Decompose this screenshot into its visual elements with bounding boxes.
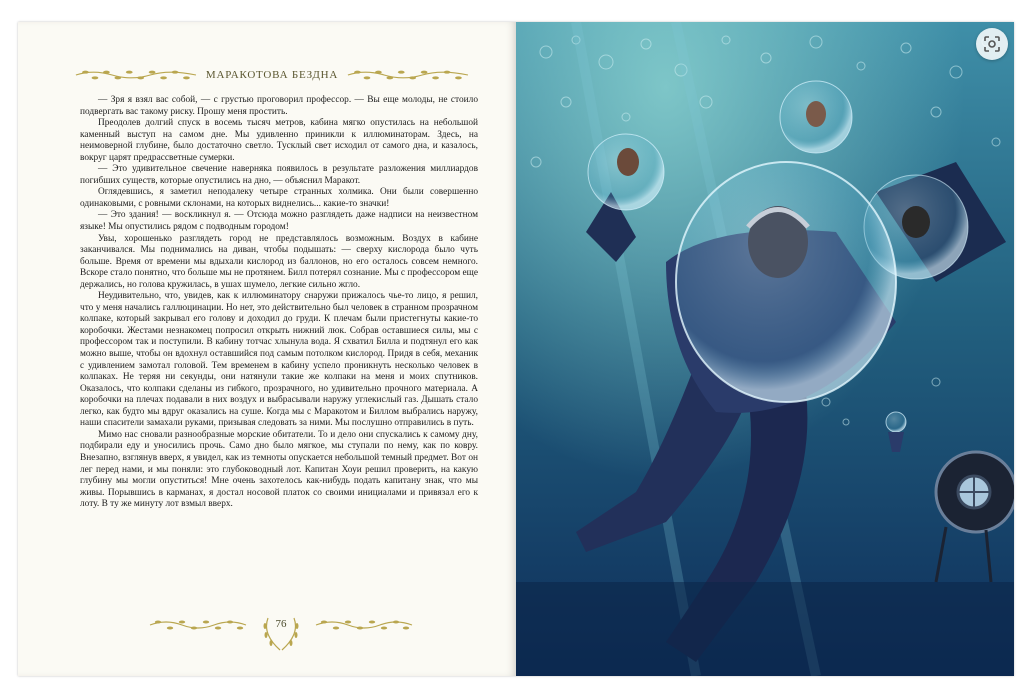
ornament-vine-footer-right-icon [314,618,414,632]
page-footer [148,614,414,654]
google-lens-button[interactable] [976,28,1008,60]
underwater-illustration [516,22,1014,676]
chapter-header [74,66,470,84]
page-number: 76 [275,618,287,630]
ornament-vine-left-icon [74,68,198,82]
story-text [80,95,478,511]
google-lens-icon [983,35,1001,53]
paragraph: Преодолев долгий спуск в восемь тысяч метров, кабина мягко опустилась на небольшой каменный выступ на самом дне. Мы удивленно приникли к иллюминаторам. Здесь, на неимоверной глубине, было достаточно светло. Тусклый свет исходил от самого дна, и казалось, вокруг царят предрассветные сумерки. [80,118,478,163]
book-spread [18,22,1014,676]
ornament-vine-right-icon [346,68,470,82]
paragraph: — Это удивительное свечение наверняка появилось в результате разложения миллиардов погибших существ, которые опустились на дно, — объяснил Маракот. [80,164,478,186]
chapter-title: МАРАКОТОВА БЕЗДНА [205,69,339,81]
paragraph: Мимо нас сновали разнообразные морские обитатели. То и дело они спускались к самому дну, подбирали еду и уносились прочь. Само дно было мягкое, мы ступали по нему, как по ковру. Внезапно, взглянув вверх, я увидел, как из темноты опускается небольшой темный предмет. Вот он лег перед нами, и мы поняли: это глубоководный лот. Капитан Хоуи решил проверить, на какую глубину мы могли опуститься! Мне очень захотелось как-нибудь подать капитану знак, что мы живы. Порывшись в карманах, я достал носовой платок со своими инициалами и привязал его к лоту. В ту же минуту лот взмыл вверх. [80,429,478,510]
left-page [18,22,516,676]
paragraph: — Это здания! — воскликнул я. — Отсюда можно разглядеть даже надписи на неизвестном языке! Мы опустились рядом с подводным городом! [80,210,478,233]
ornament-vine-footer-left-icon [148,618,248,632]
paragraph: — Зря я взял вас собой, — с грустью проговорил профессор. — Вы еще молоды, не стоило подвергать вас такому риску. Прошу меня простить. [80,95,478,117]
paragraph: Оглядевшись, я заметил неподалеку четыре странных холмика. Они были совершенно одинаковыми, с ровными склонами, на которых виднелись... какие-то значки! [80,187,478,209]
paragraph: Увы, хорошенько разглядеть город не представлялось возможным. Воздух в кабине заканчивался. Мы поднимались на диван, чтобы подышать: — сверху кислорода было чуть больше. Время от времени мы вдыхали кислород из баллонов, но его осталось совсем немного. Вскоре стало понятно, что больше мы не протянем. Билл потерял сознание. Мы с профессором еще держались, но голова кружилась, в ушах шумело, легкие сильно жгло. [80,233,479,290]
paragraph: Неудивительно, что, увидев, как к иллюминатору снаружи прижалось чье-то лицо, я решил, что у меня начались галлюцинации. Но нет, это действительно был человек в странном прозрачном колпаке, который закрывал его голову и доходил до груди. К плечам были пристегнуты какие-то коробочки. Жестами незнакомец попросил открыть нижний люк. Собрав оставшиеся силы, мы с профессором так и поступили. В кабину тотчас хлынула вода. Я схватил Билла и подтянул его как можно выше, чтобы он вдохнул оставшийся под самым потолком кислород. Придя в себя, механик с удивлением замотал головой. Тем временем в кабину успело проникнуть несколько человек в колпаках. Не теряя ни секунды, они натянули такие же колпаки на меня и моих спутников. Оказалось, что колпаки сделаны из гибкого, прозрачного, но удивительно прочного материала. А коробочки на плечах подавали в них воздух и выбрасывали наружу углекислый газ. Дышать стало легко, как будто мы вдруг оказались на суше. Когда мы с Маракотом и Биллом выбрались наружу, наши спасители замахали руками, призывая следовать за ними. Мы послушно отправились в путь. [80,291,478,429]
